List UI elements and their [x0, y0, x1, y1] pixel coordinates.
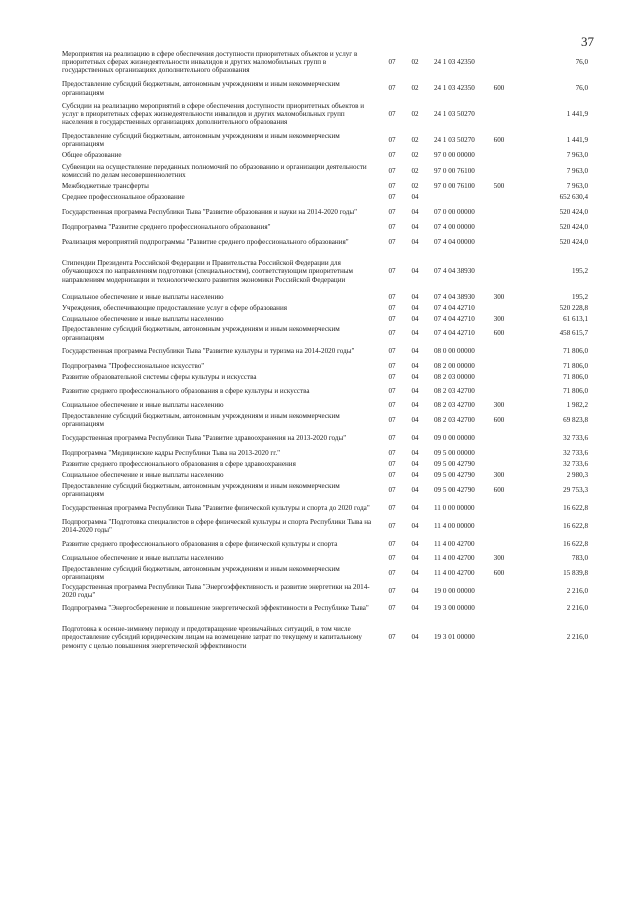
row-target-article: 19 3 01 00000	[434, 633, 475, 642]
row-subsection: 04	[411, 448, 419, 457]
row-amount: 1 982,2	[566, 401, 588, 410]
row-subsection: 02	[411, 151, 419, 160]
row-expense-type: 300	[493, 401, 505, 410]
row-name: Подпрограмма "Профессиональное искусство"	[62, 361, 205, 370]
row-subsection: 04	[411, 485, 419, 494]
row-subsection: 04	[411, 329, 419, 338]
row-expense-type	[486, 162, 512, 180]
row-target-article: 07 4 04 00000	[434, 237, 475, 246]
row-name: Развитие образовательной системы сферы культуры и искусства	[62, 373, 257, 382]
row-amount: 32 733,6	[563, 448, 588, 457]
row-name: Государственная программа Республики Тыва "Развитие культуры и туризма на 2014-2020 годы"	[62, 346, 355, 355]
table-row	[62, 203, 588, 221]
row-subsection: 04	[411, 415, 419, 424]
row-section: 07	[388, 460, 396, 469]
row-amount: 520 228,8	[559, 304, 588, 313]
row-section: 07	[388, 633, 396, 642]
row-expense-type	[486, 303, 512, 314]
table-row	[62, 342, 588, 360]
row-amount: 32 733,6	[563, 460, 588, 469]
table-row	[62, 221, 588, 233]
row-name: Государственная программа Республики Тыва "Развитие физической культуры и спорта до 2020 года"	[62, 503, 370, 512]
row-target-article: 24 1 03 42350	[434, 84, 475, 93]
row-subsection: 02	[411, 109, 419, 118]
row-amount: 7 963,0	[566, 181, 588, 190]
row-name: Стипендии Президента Российской Федерации и Правительства Российской Федерации для обучающихся по направлениям подготовки (специальностям), соответствующим приоритетным направлениям модернизации и технологического развития экономики Российской Федерации	[62, 259, 354, 284]
row-subsection: 04	[411, 471, 419, 480]
row-target-article: 11 4 00 42700	[434, 568, 475, 577]
row-name: Подпрограмма "Медицинские кадры Республики Тыва на 2013-2020 гг."	[62, 448, 281, 457]
row-expense-type	[486, 203, 512, 221]
row-subsection: 04	[411, 346, 419, 355]
row-section: 07	[388, 586, 396, 595]
row-expense-type	[486, 221, 512, 233]
table-row	[62, 481, 588, 499]
row-target-article: 07 4 04 38930	[434, 267, 475, 276]
table-row	[62, 192, 588, 203]
row-name: Предоставление субсидий бюджетным, автономным учреждениям и иным некоммерческим организациям	[62, 131, 340, 148]
row-section: 07	[388, 237, 396, 246]
row-expense-type	[486, 617, 512, 658]
row-subsection: 04	[411, 433, 419, 442]
row-name: Предоставление субсидий бюджетным, автономным учреждениям и иным некоммерческим организациям	[62, 481, 340, 498]
row-target-article: 19 3 00 00000	[434, 604, 475, 613]
row-section: 07	[388, 207, 396, 216]
row-subsection: 04	[411, 387, 419, 396]
row-expense-type	[486, 429, 512, 447]
row-target-article: 07 4 04 42710	[434, 315, 475, 324]
row-expense-type	[486, 459, 512, 470]
table-row	[62, 564, 588, 582]
row-target-article: 24 1 03 42350	[434, 57, 475, 66]
row-target-article: 11 0 00 00000	[434, 503, 475, 512]
row-section: 07	[388, 222, 396, 231]
row-name: Мероприятия на реализацию в сфере обеспечения доступности приоритетных объектов и услуг в приоритетных сферах жизнедеятельности инвалидов и других маломобильных групп в государственных организациях дополнительного образования	[62, 49, 358, 75]
row-name: Подпрограмма "Подготовка специалистов в сфере физической культуры и спорта Республики Тыва на 2014-2020 годы"	[62, 517, 372, 534]
row-amount: 71 806,0	[563, 387, 588, 396]
row-section: 07	[388, 568, 396, 577]
row-expense-type: 300	[493, 554, 505, 563]
table-row	[62, 251, 588, 292]
row-subsection: 02	[411, 166, 419, 175]
row-target-article: 97 0 00 76100	[434, 166, 475, 175]
row-section: 07	[388, 401, 396, 410]
row-section: 07	[388, 151, 396, 160]
row-subsection: 04	[411, 503, 419, 512]
row-subsection: 04	[411, 568, 419, 577]
row-amount: 76,0	[575, 84, 588, 93]
row-expense-type: 600	[493, 135, 505, 144]
row-name: Социальное обеспечение и иные выплаты населению	[62, 554, 224, 563]
row-target-article: 09 5 00 00000	[434, 448, 475, 457]
row-target-article: 08 2 03 00000	[434, 373, 475, 382]
row-section: 07	[388, 304, 396, 313]
row-target-article: 97 0 00 00000	[434, 151, 475, 160]
row-section: 07	[388, 448, 396, 457]
row-target-article: 24 1 03 50270	[434, 109, 475, 118]
row-amount: 16 622,8	[563, 521, 588, 530]
row-expense-type	[486, 44, 512, 80]
row-expense-type: 600	[493, 329, 505, 338]
row-amount: 61 613,1	[563, 315, 588, 324]
row-expense-type	[486, 97, 512, 131]
table-row	[62, 325, 588, 342]
table-row	[62, 80, 588, 97]
row-expense-type	[486, 233, 512, 251]
row-section: 07	[388, 415, 396, 424]
table-row	[62, 292, 588, 303]
row-section: 07	[388, 471, 396, 480]
row-target-article: 08 2 00 00000	[434, 361, 475, 370]
table-row	[62, 131, 588, 149]
row-amount: 71 806,0	[563, 346, 588, 355]
table-row	[62, 617, 588, 658]
row-name: Субсидии на реализацию мероприятий в сфере обеспечения доступности приоритетных объектов и услуг в приоритетных сферах жизнедеятельности инвалидов и других маломобильных групп населения в государственных организациях дополнительного образования	[62, 101, 365, 127]
row-section: 07	[388, 329, 396, 338]
page-number: 37	[581, 34, 594, 49]
row-subsection: 04	[411, 222, 419, 231]
row-expense-type	[486, 517, 512, 535]
row-subsection: 02	[411, 135, 419, 144]
row-target-article: 09 5 00 42790	[434, 471, 475, 480]
row-target-article: 08 0 00 00000	[434, 346, 475, 355]
table-row	[62, 97, 588, 131]
table-row	[62, 149, 588, 162]
row-name: Реализация мероприятий подпрограммы "Развитие среднего профессионального образования"	[62, 237, 349, 246]
table-row	[62, 517, 588, 535]
row-section: 07	[388, 135, 396, 144]
row-section: 07	[388, 387, 396, 396]
row-subsection: 02	[411, 84, 419, 93]
row-target-article: 24 1 03 50270	[434, 135, 475, 144]
row-subsection: 02	[411, 181, 419, 190]
row-name: Социальное обеспечение и иные выплаты населению	[62, 293, 224, 302]
row-section: 07	[388, 193, 396, 202]
row-subsection: 04	[411, 361, 419, 370]
row-section: 07	[388, 604, 396, 613]
row-amount: 15 839,8	[563, 568, 588, 577]
table-row	[62, 535, 588, 553]
table-row	[62, 303, 588, 314]
row-subsection: 04	[411, 401, 419, 410]
row-target-article: 07 4 04 38930	[434, 293, 475, 302]
row-section: 07	[388, 373, 396, 382]
row-subsection: 02	[411, 57, 419, 66]
row-section: 07	[388, 293, 396, 302]
row-subsection: 04	[411, 586, 419, 595]
row-target-article: 97 0 00 76100	[434, 181, 475, 190]
row-section: 07	[388, 267, 396, 276]
row-name: Учреждения, обеспечивающие предоставление услуг в сфере образования	[62, 304, 288, 313]
row-subsection: 04	[411, 373, 419, 382]
row-target-article: 08 2 03 42700	[434, 387, 475, 396]
table-row	[62, 233, 588, 251]
row-expense-type	[486, 192, 512, 203]
table-row	[62, 470, 588, 481]
row-expense-type	[486, 251, 512, 292]
table-row	[62, 429, 588, 447]
row-subsection: 04	[411, 521, 419, 530]
row-target-article: 08 2 03 42700	[434, 401, 475, 410]
table-row	[62, 360, 588, 372]
row-subsection: 04	[411, 207, 419, 216]
row-name: Социальное обеспечение и иные выплаты населению	[62, 315, 224, 324]
row-name: Развитие среднего профессионального образования в сфере физической культуры и спорта	[62, 539, 338, 548]
table-row	[62, 162, 588, 180]
budget-table	[62, 44, 588, 658]
row-target-article: 11 4 00 42700	[434, 554, 475, 563]
table-row	[62, 383, 588, 400]
table-row	[62, 180, 588, 192]
row-section: 07	[388, 315, 396, 324]
row-amount: 2 980,3	[566, 471, 588, 480]
row-expense-type	[486, 447, 512, 459]
row-expense-type: 600	[493, 485, 505, 494]
table-row	[62, 400, 588, 411]
row-expense-type	[486, 582, 512, 600]
row-subsection: 04	[411, 315, 419, 324]
row-amount: 29 753,3	[563, 485, 588, 494]
row-amount: 76,0	[575, 57, 588, 66]
table-body	[62, 44, 588, 658]
table-row	[62, 411, 588, 429]
row-section: 07	[388, 109, 396, 118]
row-expense-type	[486, 499, 512, 517]
row-target-article: 07 4 04 42710	[434, 304, 475, 313]
table-row	[62, 553, 588, 564]
row-amount: 652 630,4	[559, 193, 588, 202]
row-expense-type: 600	[493, 84, 505, 93]
row-section: 07	[388, 433, 396, 442]
row-name: Среднее профессиональное образование	[62, 193, 185, 202]
row-expense-type	[486, 600, 512, 617]
row-amount: 1 441,9	[566, 135, 588, 144]
row-name: Предоставление субсидий бюджетным, автономным учреждениям и иным некоммерческим организациям	[62, 564, 340, 581]
row-name: Развитие среднего профессионального образования в сфере культуры и искусства	[62, 387, 310, 396]
row-amount: 458 615,7	[559, 329, 588, 338]
table-row	[62, 600, 588, 617]
row-amount: 1 441,9	[566, 109, 588, 118]
row-target-article: 09 5 00 42790	[434, 485, 475, 494]
row-name: Государственная программа Республики Тыва "Энергоэффективность и развитие энергетики на 2014-2020 годы"	[62, 582, 370, 599]
table-row	[62, 582, 588, 600]
row-name: Подпрограмма "Энергосбережение и повышение энергетической эффективности в Республике Тыва"	[62, 604, 369, 613]
row-target-article: 11 4 00 42700	[434, 539, 475, 548]
row-expense-type	[486, 535, 512, 553]
row-subsection: 04	[411, 237, 419, 246]
table-row	[62, 447, 588, 459]
row-section: 07	[388, 57, 396, 66]
row-expense-type: 300	[493, 315, 505, 324]
row-expense-type	[486, 360, 512, 372]
row-subsection: 04	[411, 460, 419, 469]
row-amount: 2 216,0	[566, 586, 588, 595]
row-expense-type: 600	[493, 568, 505, 577]
table-row	[62, 314, 588, 325]
row-name: Подпрограмма "Развитие среднего профессионального образования"	[62, 222, 271, 231]
row-section: 07	[388, 539, 396, 548]
row-section: 07	[388, 181, 396, 190]
row-subsection: 04	[411, 267, 419, 276]
row-amount: 16 622,8	[563, 539, 588, 548]
row-subsection: 04	[411, 633, 419, 642]
row-amount: 69 823,8	[563, 415, 588, 424]
row-expense-type: 300	[493, 471, 505, 480]
row-amount: 2 216,0	[566, 633, 588, 642]
row-target-article: 08 2 03 42700	[434, 415, 475, 424]
row-amount: 32 733,6	[563, 433, 588, 442]
row-amount: 195,2	[572, 293, 588, 302]
row-section: 07	[388, 166, 396, 175]
row-name: Общее образование	[62, 151, 122, 160]
row-amount: 7 963,0	[566, 151, 588, 160]
row-name: Социальное обеспечение и иные выплаты населению	[62, 471, 224, 480]
row-name: Предоставление субсидий бюджетным, автономным учреждениям и иным некоммерческим организациям	[62, 325, 340, 342]
row-amount: 71 806,0	[563, 361, 588, 370]
row-target-article: 07 4 00 00000	[434, 222, 475, 231]
row-target-article: 09 0 00 00000	[434, 433, 475, 442]
row-subsection: 04	[411, 304, 419, 313]
row-expense-type	[486, 383, 512, 400]
row-subsection: 04	[411, 293, 419, 302]
row-expense-type	[486, 149, 512, 162]
row-name: Государственная программа Республики Тыва "Развитие здравоохранения на 2013-2020 годы"	[62, 433, 347, 442]
row-amount: 783,0	[572, 554, 588, 563]
row-amount: 520 424,0	[559, 237, 588, 246]
row-expense-type: 500	[493, 181, 505, 190]
row-target-article: 07 4 04 42710	[434, 329, 475, 338]
row-section: 07	[388, 485, 396, 494]
row-amount: 71 806,0	[563, 373, 588, 382]
row-amount: 520 424,0	[559, 207, 588, 216]
row-expense-type	[486, 372, 512, 383]
table-row	[62, 459, 588, 470]
row-section: 07	[388, 346, 396, 355]
row-target-article: 09 5 00 42790	[434, 460, 475, 469]
table-row	[62, 372, 588, 383]
row-amount: 16 622,8	[563, 503, 588, 512]
row-subsection: 04	[411, 554, 419, 563]
table-row	[62, 44, 588, 80]
row-target-article: 07 0 00 00000	[434, 207, 475, 216]
row-name: Социальное обеспечение и иные выплаты населению	[62, 401, 224, 410]
row-section: 07	[388, 521, 396, 530]
row-name: Субвенции на осуществление переданных полномочий по образованию и организации деятельности комиссий по делам несовершеннолетних	[62, 162, 367, 179]
row-subsection: 04	[411, 193, 419, 202]
row-amount: 195,2	[572, 267, 588, 276]
row-amount: 2 216,0	[566, 604, 588, 613]
row-name: Межбюджетные трансферты	[62, 181, 149, 190]
row-target-article: 11 4 00 00000	[434, 521, 475, 530]
row-name: Предоставление субсидий бюджетным, автономным учреждениям и иным некоммерческим организациям	[62, 411, 340, 428]
row-target-article	[426, 192, 486, 203]
row-section: 07	[388, 361, 396, 370]
row-section: 07	[388, 503, 396, 512]
row-subsection: 04	[411, 539, 419, 548]
row-name: Предоставление субсидий бюджетным, автономным учреждениям и иным некоммерческим организациям	[62, 80, 340, 97]
row-expense-type: 300	[493, 293, 505, 302]
row-name: Государственная программа Республики Тыва "Развитие образования и науки на 2014-2020 годы"	[62, 207, 358, 216]
row-amount: 7 963,0	[566, 166, 588, 175]
row-expense-type	[486, 342, 512, 360]
row-target-article: 19 0 00 00000	[434, 586, 475, 595]
row-section: 07	[388, 554, 396, 563]
row-name: Развитие среднего профессионального образования в сфере здравоохранения	[62, 460, 296, 469]
row-section: 07	[388, 84, 396, 93]
row-subsection: 04	[411, 604, 419, 613]
row-amount: 520 424,0	[559, 222, 588, 231]
row-expense-type: 600	[493, 415, 505, 424]
table-row	[62, 499, 588, 517]
row-name: Подготовка к осенне-зимнему периоду и предотвращение чрезвычайных ситуаций, в том числе предоставление субсидий юридическим лицам на возмещение затрат по текущему и капитальному ремонту с целью повышения энергетической эффективности	[62, 625, 362, 650]
